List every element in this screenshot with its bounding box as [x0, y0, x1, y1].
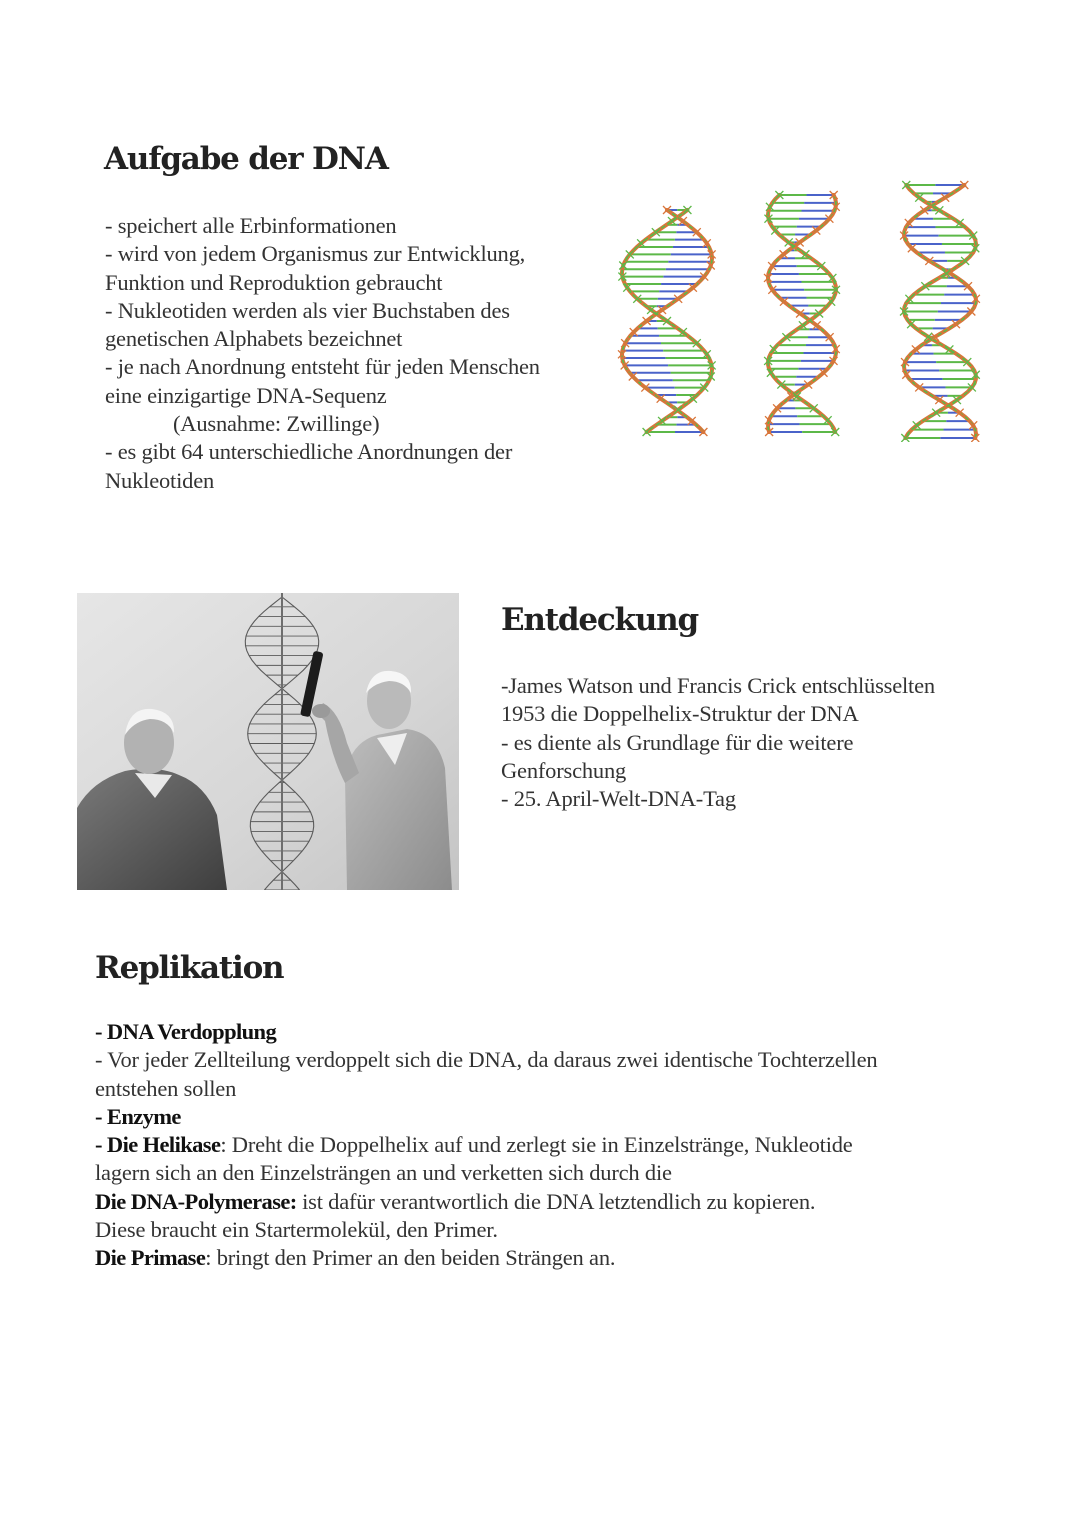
- text-line: - es gibt 64 unterschiedliche Anordnungen der: [105, 439, 513, 465]
- text-line: - es diente als Grundlage für die weitere: [501, 729, 854, 755]
- text-line: - Nukleotiden werden als vier Buchstaben des: [105, 297, 510, 323]
- text-line: [95, 1131, 877, 1159]
- section-body-entdeckung: [501, 672, 935, 813]
- text-line: [95, 1018, 877, 1046]
- dna-helix-3: [900, 181, 980, 442]
- text-line: Funktion und Reproduktion gebraucht: [105, 269, 443, 295]
- bold-term-helikase: - Die Helikase: [95, 1132, 221, 1158]
- text-line: Genforschung: [501, 757, 627, 783]
- text-line: [95, 1103, 877, 1131]
- helikase-description: : Dreht die Doppelhelix auf und zerlegt sie in Einzelstränge, Nukleotide: [220, 1132, 853, 1158]
- text-line: (Ausnahme: Zwillinge): [173, 411, 380, 437]
- section-body-aufgabe: [105, 212, 540, 495]
- text-line: entstehen sollen: [95, 1075, 237, 1101]
- section-title-replikation: Replikation: [95, 950, 284, 986]
- dna-helix-1: [618, 206, 716, 436]
- primase-description: : bringt den Primer an den beiden Strängen an.: [205, 1245, 616, 1271]
- bold-term-dna-verdopplung: - DNA Verdopplung: [95, 1019, 277, 1044]
- text-line: [95, 1244, 877, 1272]
- text-line: - Vor jeder Zellteilung verdoppelt sich die DNA, da daraus zwei identische Tochterzellen: [95, 1047, 878, 1073]
- text-line: 1953 die Doppelhelix-Struktur der DNA: [501, 701, 859, 727]
- text-line: Diese braucht ein Startermolekül, den Primer.: [95, 1217, 498, 1243]
- bold-term-enzyme: - Enzyme: [95, 1103, 181, 1129]
- text-line: - wird von jedem Organismus zur Entwicklung,: [105, 241, 526, 267]
- bold-term-primase: Die Primase: [95, 1245, 206, 1271]
- section-title-aufgabe: Aufgabe der DNA: [104, 141, 388, 177]
- text-line: -James Watson und Francis Crick entschlüsselten: [501, 673, 935, 698]
- text-line: - 25. April-Welt-DNA-Tag: [501, 786, 736, 812]
- text-line: [95, 1188, 877, 1216]
- text-line: lagern sich an den Einzelsträngen an und verketten sich durch die: [95, 1160, 672, 1186]
- polymerase-description: ist dafür verantwortlich die DNA letztendlich zu kopieren.: [296, 1188, 816, 1214]
- bold-term-polymerase: Die DNA-Polymerase:: [95, 1188, 297, 1214]
- text-line: genetischen Alphabets bezeichnet: [105, 326, 403, 352]
- text-line: Nukleotiden: [105, 467, 215, 493]
- text-line: - je nach Anordnung entsteht für jeden Menschen: [105, 354, 540, 380]
- section-body-replikation: [95, 1018, 877, 1273]
- dna-helix-2: [764, 191, 840, 436]
- text-line: - speichert alle Erbinformationen: [105, 213, 397, 238]
- watson-crick-photo: [77, 593, 459, 890]
- section-title-entdeckung: Entdeckung: [501, 602, 698, 638]
- dna-helix-models-image: [612, 180, 1000, 442]
- text-line: eine einzigartige DNA-Sequenz: [105, 382, 387, 408]
